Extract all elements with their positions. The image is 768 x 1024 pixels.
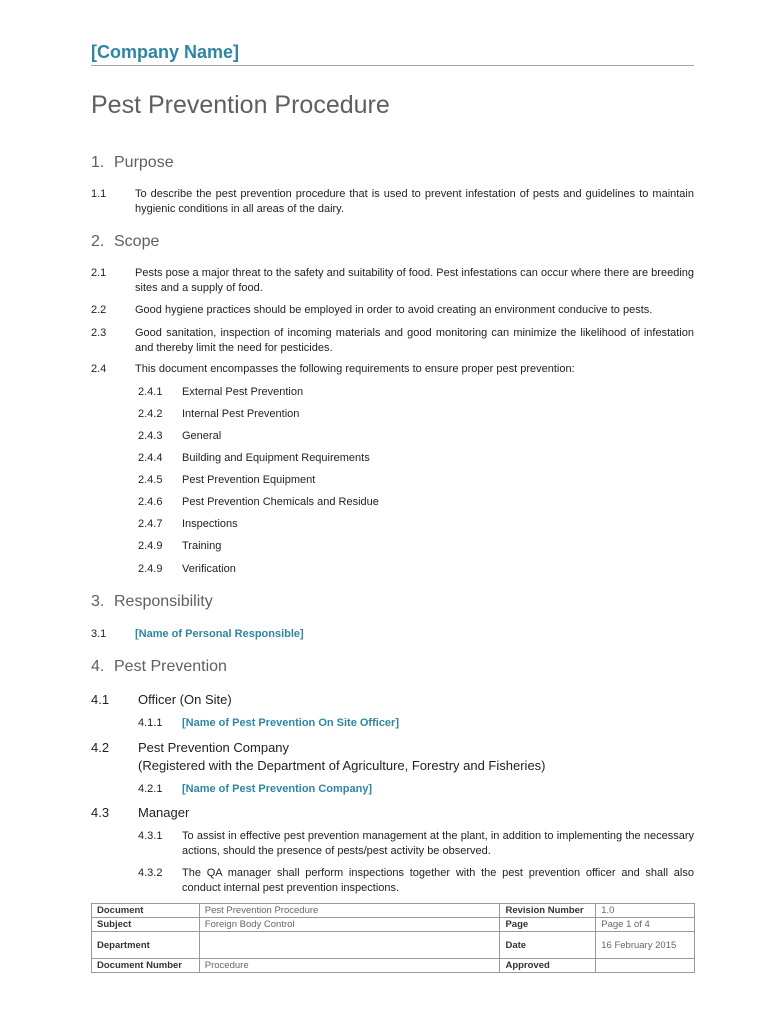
footer-label-revision: Revision Number: [500, 904, 596, 918]
footer-label-date: Date: [500, 932, 596, 959]
footer-value-document-number: Procedure: [199, 959, 500, 973]
table-row: [92, 904, 695, 918]
footer-label-subject: Subject: [92, 918, 200, 932]
table-row: [92, 959, 695, 973]
footer-label-approved: Approved: [500, 959, 596, 973]
paragraph-1-1: 1.1 To describe the pest prevention procedure that is used to prevent infestation of pests and guidelines to maintain hygienic conditions in all areas of the dairy.: [91, 188, 694, 215]
list-item: 2.4.5 Pest Prevention Equipment: [138, 474, 316, 486]
table-row: [92, 918, 695, 932]
document-footer-table: [91, 903, 695, 973]
subsection-heading-4-2: 4.2 Pest Prevention Company (Registered with the Department of Agriculture, Forestry and Fisheries): [91, 740, 546, 773]
footer-value-approved: [596, 959, 695, 973]
document-title: Pest Prevention Procedure: [91, 91, 390, 119]
footer-value-date: 16 February 2015: [596, 932, 695, 959]
footer-label-document: Document: [92, 904, 200, 918]
list-item: 2.4.3 General: [138, 430, 222, 442]
list-item: 2.4.1 External Pest Prevention: [138, 386, 304, 398]
subsection-heading-4-3: 4.3 Manager: [91, 805, 190, 820]
paragraph-2-2: 2.2 Good hygiene practices should be employed in order to avoid creating an environment conducive to pests.: [91, 304, 653, 316]
paragraph-4-3-1: 4.3.1 To assist in effective pest prevention management at the plant, in addition to implementing the necessary actions, should the presence of pests/pest activity be observed.: [138, 830, 694, 857]
list-item: 2.4.7 Inspections: [138, 518, 238, 530]
section-heading-pest-prevention: 4. Pest Prevention: [91, 658, 227, 675]
footer-value-department: [199, 932, 500, 959]
list-item: 2.4.9 Training: [138, 540, 222, 552]
header-divider: [91, 65, 694, 66]
list-item: 2.4.4 Building and Equipment Requirements: [138, 452, 370, 464]
company-name: [Company Name]: [91, 42, 240, 62]
table-row: [92, 932, 695, 959]
footer-value-document: Pest Prevention Procedure: [199, 904, 500, 918]
paragraph-2-3: 2.3 Good sanitation, inspection of incoming materials and good monitoring can minimize the likelihood of infestation and thereby limit the need for pesticides.: [91, 327, 694, 354]
section-heading-responsibility: 3. Responsibility: [91, 593, 213, 610]
footer-value-revision: 1.0: [596, 904, 695, 918]
list-item: 2.4.2 Internal Pest Prevention: [138, 408, 300, 420]
footer-value-subject: Foreign Body Control: [199, 918, 500, 932]
section-heading-scope: 2. Scope: [91, 233, 160, 250]
paragraph-2-1: 2.1 Pests pose a major threat to the safety and suitability of food. Pest infestations can occur where there are breeding sites and a supply of food.: [91, 267, 694, 294]
list-item: 2.4.6 Pest Prevention Chemicals and Residue: [138, 496, 379, 508]
paragraph-4-3-2: 4.3.2 The QA manager shall perform inspections together with the pest prevention officer and shall also conduct internal pest prevention inspections.: [138, 867, 694, 894]
footer-label-department: Department: [92, 932, 200, 959]
footer-label-page: Page: [500, 918, 596, 932]
paragraph-3-1: 3.1 [Name of Personal Responsible]: [91, 628, 304, 640]
paragraph-2-4: 2.4 This document encompasses the following requirements to ensure proper pest prevention:: [91, 363, 575, 375]
paragraph-4-1-1: 4.1.1 [Name of Pest Prevention On Site Officer]: [138, 717, 399, 729]
paragraph-4-2-1: 4.2.1 [Name of Pest Prevention Company]: [138, 783, 373, 795]
list-item: 2.4.9 Verification: [138, 563, 236, 575]
footer-value-page: Page 1 of 4: [596, 918, 695, 932]
subsection-heading-4-1: 4.1 Officer (On Site): [91, 692, 232, 707]
section-heading-purpose: 1. Purpose: [91, 154, 174, 171]
footer-label-document-number: Document Number: [92, 959, 200, 973]
